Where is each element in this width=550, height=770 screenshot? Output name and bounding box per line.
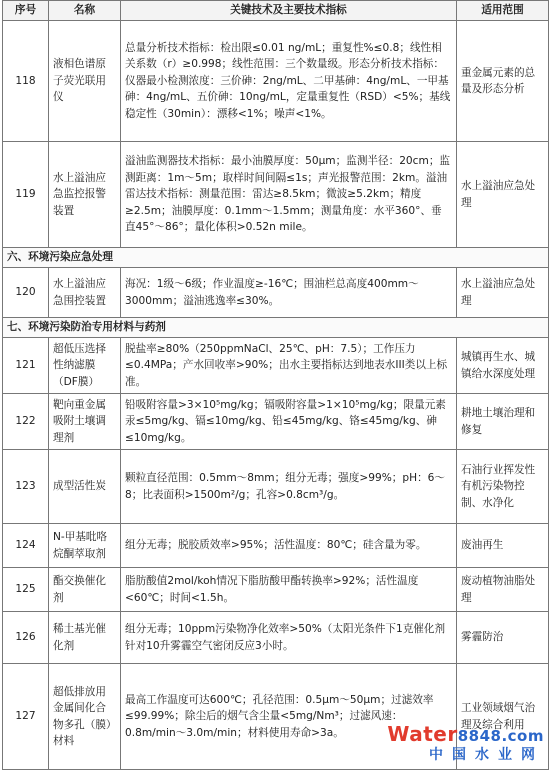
section-row: [3, 318, 549, 338]
row-name: 稀土基光催化剂: [49, 612, 121, 664]
row-scope: 水上溢油应急处理: [457, 268, 549, 318]
row-scope: 废动植物油脂处理: [457, 568, 549, 612]
header-spec: 关键技术及主要技术指标: [121, 1, 457, 21]
row-scope: 重金属元素的总量及形态分析: [457, 21, 549, 142]
section-title: 六、环境污染应急处理: [3, 248, 549, 268]
tech-table: [2, 0, 549, 770]
table-row: [3, 142, 549, 248]
table-row: [3, 524, 549, 568]
section-row: [3, 248, 549, 268]
row-spec: 组分无毒；脱胶质效率>95%；活性温度：80℃；硅含量为零。: [121, 524, 457, 568]
table-header-row: [3, 1, 549, 21]
row-no: 124: [3, 524, 49, 568]
table-row: [3, 612, 549, 664]
table-row: [3, 21, 549, 142]
row-scope: 废油再生: [457, 524, 549, 568]
row-no: 120: [3, 268, 49, 318]
row-spec: 脱盐率≥80%（250ppmNaCl、25℃、pH：7.5）；工作压力≤0.4MPa；产水回收率>90%；出水主要指标达到地表水III类以上标准。: [121, 338, 457, 394]
row-name: 酯交换催化剂: [49, 568, 121, 612]
table-row: [3, 338, 549, 394]
row-no: 126: [3, 612, 49, 664]
watermark-word: Water: [387, 722, 458, 746]
row-no: 125: [3, 568, 49, 612]
header-name: 名称: [49, 1, 121, 21]
table-row: [3, 568, 549, 612]
row-no: 127: [3, 664, 49, 770]
row-name: 成型活性炭: [49, 450, 121, 524]
row-no: 123: [3, 450, 49, 524]
row-spec: 海况：1级～6级；作业温度≥-16℃；围油栏总高度400mm～3000mm；溢油逃逸率≤30%。: [121, 268, 457, 318]
row-spec: 颗粒直径范围：0.5mm～8mm；组分无毒；强度>99%；pH：6～8；比表面积>1500m²/g；孔容>0.8cm³/g。: [121, 450, 457, 524]
row-spec: 组分无毒；10ppm污染物净化效率>50%（太阳光条件下1克催化剂针对10升雾霾空气密闭反应3小时。: [121, 612, 457, 664]
header-no: 序号: [3, 1, 49, 21]
row-scope: 石油行业挥发性有机污染物控制、水净化: [457, 450, 549, 524]
row-name: 靶向重金属吸附土壤调理剂: [49, 394, 121, 450]
row-scope: 耕地土壤治理和修复: [457, 394, 549, 450]
row-no: 118: [3, 21, 49, 142]
row-spec: 总量分析技术指标：检出限≤0.01 ng/mL；重复性%≤0.8；线性相关系数（r）≥0.998；线性范围：三个数量级。形态分析技术指标：仪器最小检测浓度：三价砷：2ng/mL、二甲基砷：4ng/mL、一甲基砷：4ng/mL、五价砷：10ng/mL，定量重复性（RSD）<5%；基线稳定性（30min）：漂移<1%；噪声<1%。: [121, 21, 457, 142]
row-name: N-甲基吡咯烷酮萃取剂: [49, 524, 121, 568]
table-row: [3, 268, 549, 318]
section-title: 七、环境污染防治专用材料与药剂: [3, 318, 549, 338]
watermark-suffix: .com: [501, 727, 544, 745]
row-name: 水上溢油应急监控报警装置: [49, 142, 121, 248]
row-scope: 工业领域烟气治理及综合利用: [457, 664, 549, 770]
row-no: 119: [3, 142, 49, 248]
row-name: 液相色谱原子荧光联用仪: [49, 21, 121, 142]
watermark-site-name: 中国水业网: [429, 747, 544, 763]
row-spec: 最高工作温度可达600℃；孔径范围：0.5μm～50μm；过滤效率≤99.99%；除尘后的烟气含尘量<5mg/Nm³；过滤风速：0.8m/min～3.0m/min；材料使用寿命>3a。: [121, 664, 457, 770]
table-row: [3, 394, 549, 450]
row-name: 超低压选择性纳滤膜（DF膜）: [49, 338, 121, 394]
row-spec: 脂肪酸值2mol/koh情况下脂肪酸甲酯转换率>92%；活性温度<60℃；时间<1.5h。: [121, 568, 457, 612]
row-scope: 水上溢油应急处理: [457, 142, 549, 248]
row-no: 122: [3, 394, 49, 450]
header-scope: 适用范围: [457, 1, 549, 21]
watermark-logo: [387, 722, 544, 746]
watermark-number: 8848: [457, 727, 502, 745]
table-row: [3, 450, 549, 524]
row-scope: 雾霾防治: [457, 612, 549, 664]
row-name: 超低排放用金属间化合物多孔（膜）材料: [49, 664, 121, 770]
row-name: 水上溢油应急围控装置: [49, 268, 121, 318]
site-watermark: [387, 722, 544, 764]
row-spec: 铅吸附容量>3×10⁵mg/kg；镉吸附容量>1×10⁵mg/kg；限量元素汞≤5mg/kg、镉≤10mg/kg、铅≤45mg/kg、铬≤45mg/kg、砷≤10mg/kg。: [121, 394, 457, 450]
row-no: 121: [3, 338, 49, 394]
row-spec: 溢油监测器技术指标：最小油膜厚度：50μm；监测半径：20cm；监测距离：1m～5m；取样时间间隔≤1s；声光报警范围：2km。溢油雷达技术指标：测量范围：雷达≥8.5km；微波≥5.2km；精度≥2.5m；油膜厚度：0.1mm～1.5mm；测量角度：水平360°、垂直45°～86°；量化体积>0.52n mile。: [121, 142, 457, 248]
row-scope: 城镇再生水、城镇给水深度处理: [457, 338, 549, 394]
